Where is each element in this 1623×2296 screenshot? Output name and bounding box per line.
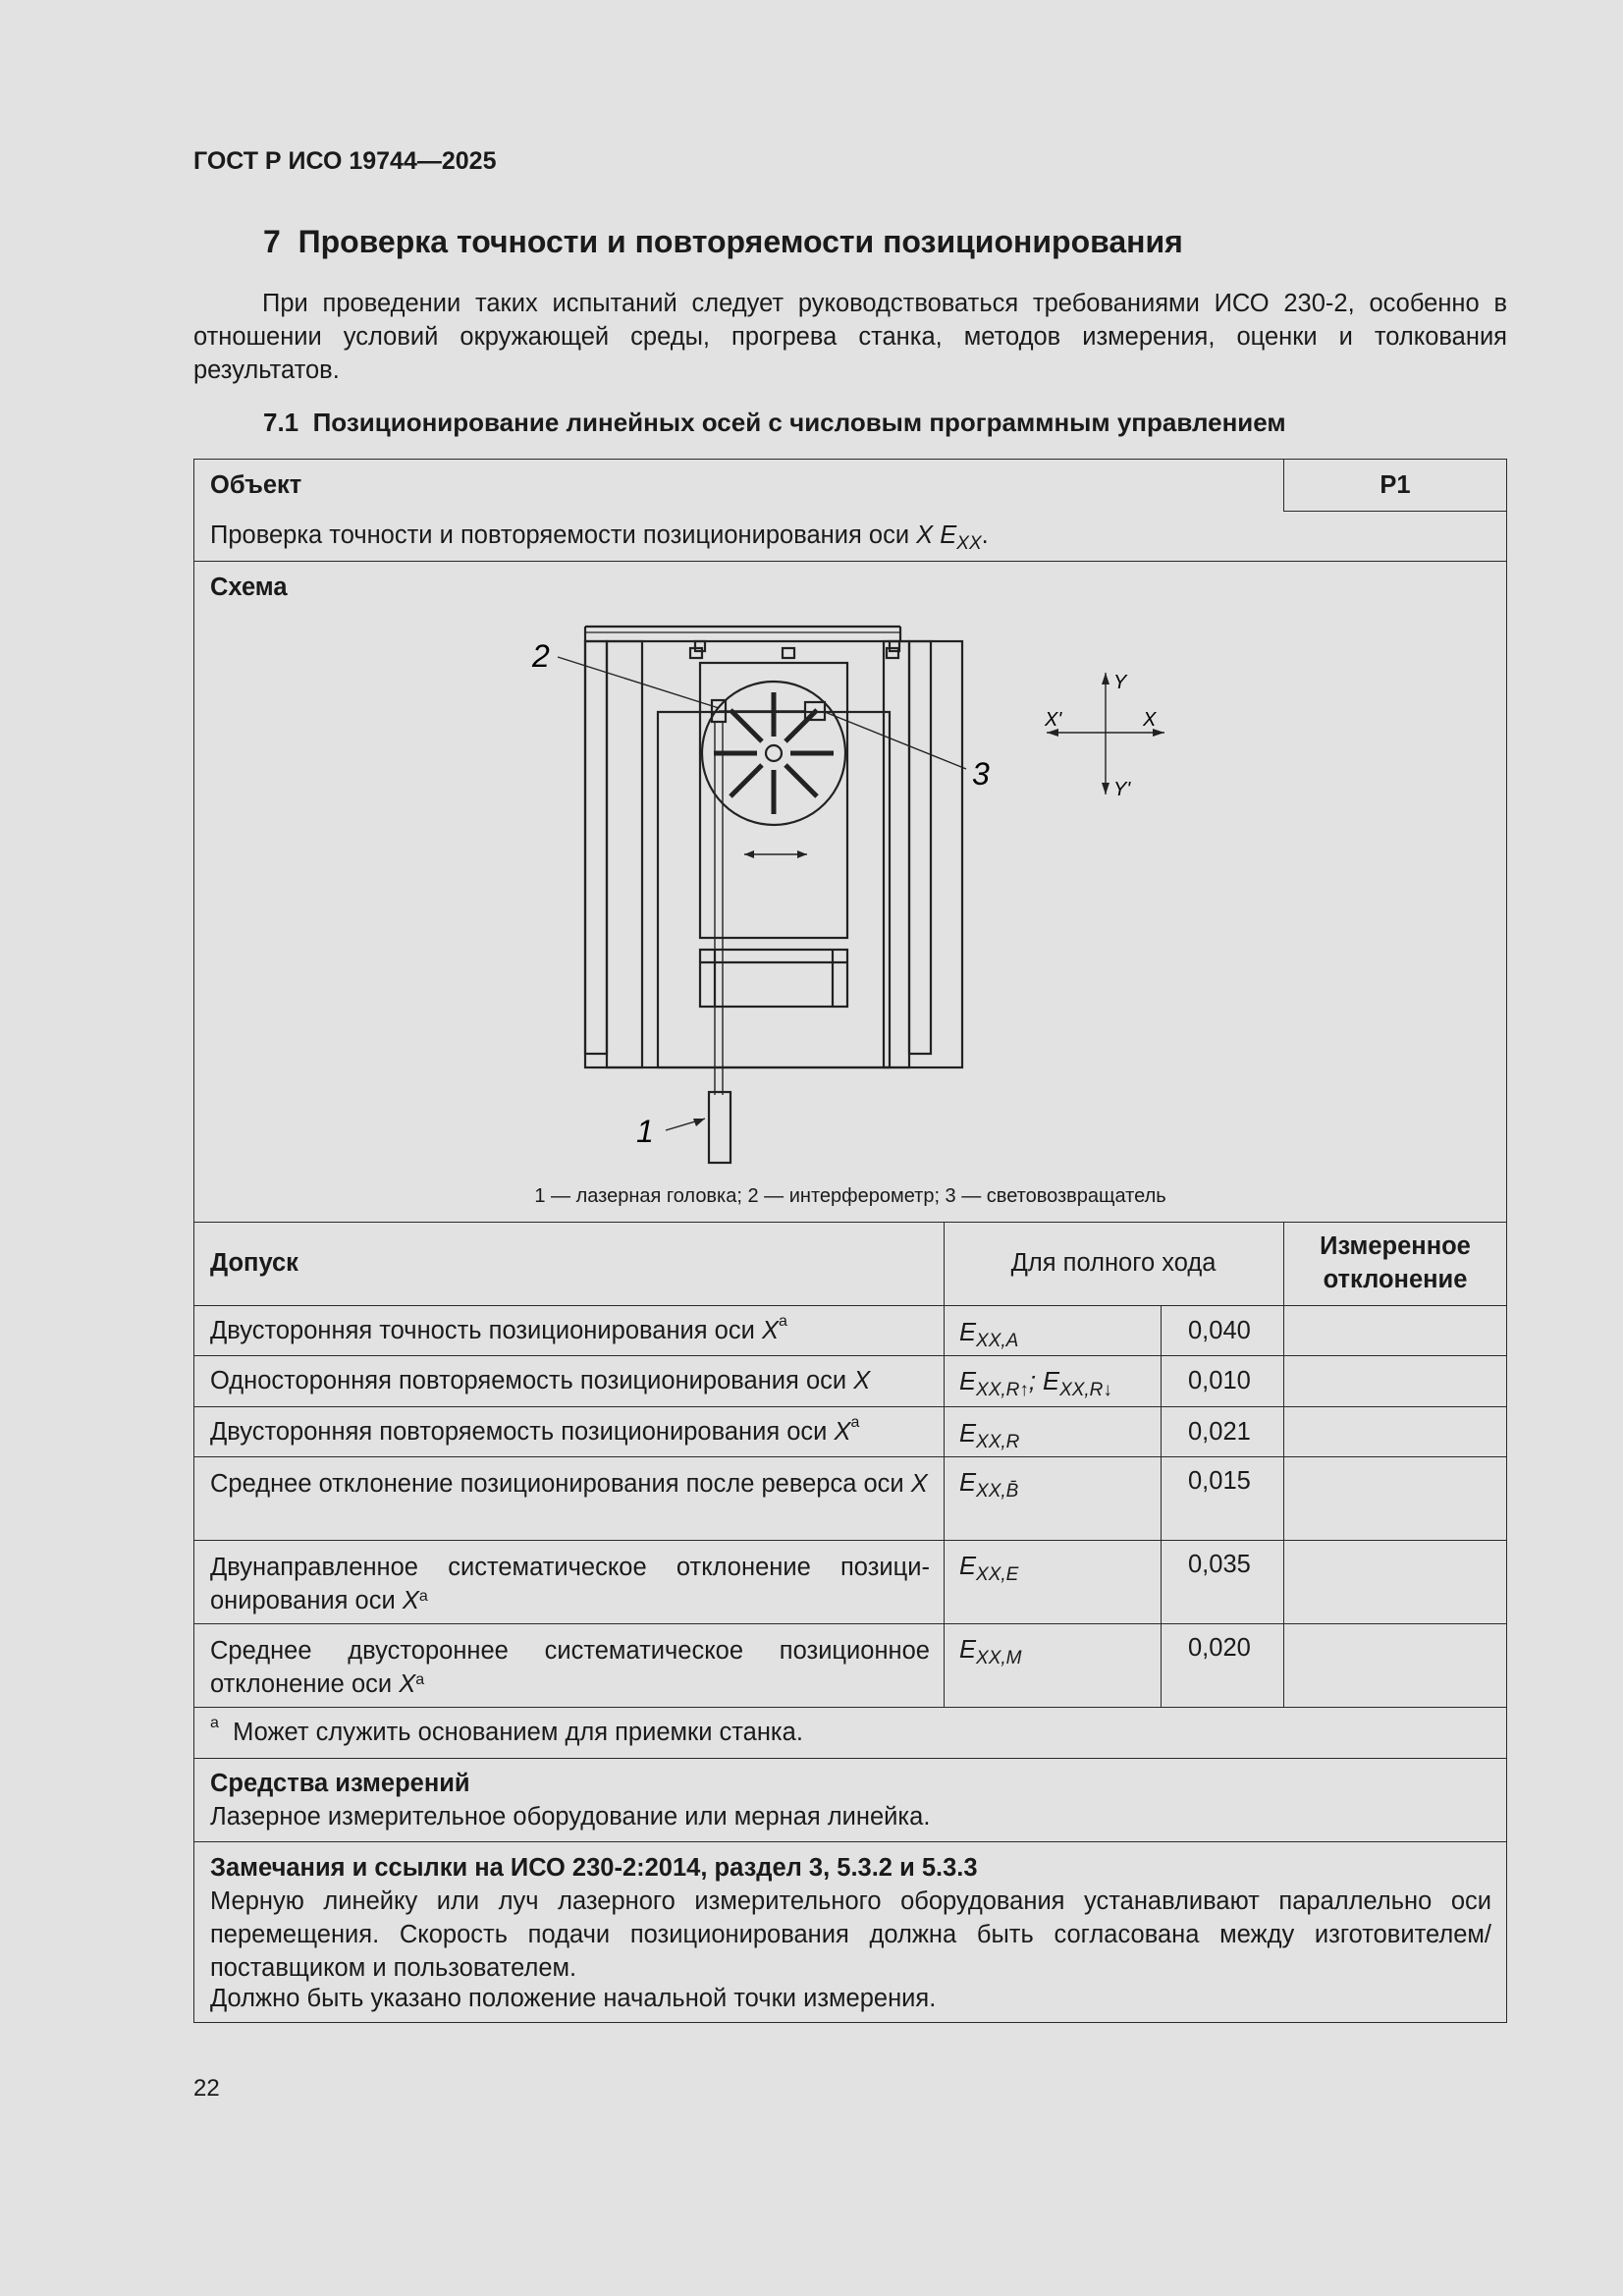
row-footnote-mark: a: [850, 1414, 860, 1431]
diagram-label-2: 2: [532, 638, 550, 674]
test-code: P1: [1380, 471, 1411, 499]
subsection-title-text: Позиционирование линейных осей с числовым программным управлением: [312, 408, 1286, 437]
row-axis: X: [910, 1470, 928, 1498]
row-text: Двунаправленное систематическое отклонение позиционирования оси: [210, 1554, 930, 1614]
symbol-subscript: XX,A: [976, 1331, 1019, 1352]
symbol: E: [1043, 1368, 1060, 1395]
footnote-text: Может служить основанием для приемки станка.: [233, 1719, 803, 1746]
row-line: [193, 1841, 1507, 1842]
row-line: [193, 1707, 1507, 1708]
symbol-subscript: XX,R↑: [976, 1380, 1029, 1401]
diagram-caption: 1 — лазерная головка; 2 — интерферометр; 3 — световозвращатель: [534, 1185, 1166, 1207]
tolerance-symbol: $E_{XX,R↑}$; $E_{XX,R↓}$: [959, 1368, 1112, 1401]
tolerance-symbol: [959, 1319, 1018, 1352]
remarks-label: Замечания и ссылки на ИСО 230-2:2014, раздел 3, 5.3.2 и 5.3.3: [210, 1854, 978, 1882]
object-text: Проверка точности и повторяемости позиционирования оси: [210, 521, 910, 549]
intro-text: При проведении таких испытаний следует руководствоваться требованиями ИСО 230-2, особенно в отношении условий окружающей среды, прогрева станка, методов измерения, оценки и толкования результатов.: [193, 290, 1507, 384]
column-line: [1283, 1222, 1284, 1707]
page-number: 22: [193, 2075, 220, 2102]
tolerance-value: 0,020: [1188, 1634, 1251, 1662]
symbol-subscript: XX,M: [976, 1648, 1022, 1669]
tolerance-row-text: [210, 1313, 787, 1345]
intro-paragraph: [193, 287, 1507, 387]
section-number: 7: [263, 224, 281, 259]
remarks-text-1: Мерную линейку или луч лазерного измерительного оборудования устанавливают параллельно оси перемещения. Скорость подачи позиционирования должна быть согласована между изготовителем/ поставщиком и пользователем.: [210, 1887, 1491, 1982]
footnote-mark: a: [210, 1715, 219, 1731]
tolerance-symbol: [959, 1636, 1021, 1669]
symbol: E: [959, 1553, 977, 1580]
tolerance-row-text: [210, 1551, 930, 1617]
document-header: ГОСТ Р ИСО 19744—2025: [193, 147, 497, 175]
schema-label: Схема: [210, 574, 288, 601]
tolerance-symbol: [959, 1420, 1019, 1453]
row-line: [193, 561, 1507, 562]
object-axis: X: [916, 521, 934, 549]
diagram-label-1: 1: [636, 1114, 654, 1149]
axis-y-label: Y: [1113, 672, 1127, 693]
symbol-subscript: XX,R↓: [1059, 1380, 1112, 1401]
row-line: [193, 1355, 1507, 1356]
object-label: Объект: [210, 471, 302, 499]
symbol-subscript: XX,B̄: [976, 1481, 1019, 1503]
axis-x-label: X: [1143, 709, 1157, 731]
tolerance-row-text: [210, 1634, 930, 1701]
table-footnote: [210, 1715, 803, 1747]
laser-measurement-diagram: [511, 604, 1237, 1174]
row-axis: X: [853, 1367, 871, 1394]
row-line: [193, 1456, 1507, 1457]
tolerance-value: 0,010: [1188, 1367, 1251, 1394]
tolerance-value: 0,040: [1188, 1317, 1251, 1344]
row-axis: X: [761, 1317, 779, 1344]
section-title-text: Проверка точности и повторяемости позиционирования: [298, 224, 1183, 259]
column-line: [1161, 1305, 1162, 1707]
row-line: [193, 1623, 1507, 1624]
symbol-subscript: XX,E: [976, 1564, 1019, 1586]
row-footnote-mark: a: [778, 1313, 787, 1330]
instruments-label: Средства измерений: [210, 1770, 470, 1797]
tolerance-value: 0,015: [1188, 1467, 1251, 1495]
symbol: E: [959, 1420, 977, 1448]
row-axis: X: [399, 1670, 416, 1698]
measured-label-2: отклонение: [1323, 1266, 1468, 1293]
row-line: [193, 1540, 1507, 1541]
row-line: [193, 1305, 1507, 1306]
row-text: Односторонняя повторяемость позиционирования оси: [210, 1367, 847, 1394]
subsection-title: [263, 408, 1286, 438]
diagram-label-3: 3: [972, 756, 990, 792]
object-symbol-sub: XX: [956, 533, 982, 555]
row-line: [193, 1222, 1507, 1223]
row-axis: X: [402, 1587, 419, 1614]
symbol: E: [959, 1636, 977, 1664]
tolerance-row-text: [210, 1467, 930, 1501]
row-footnote-mark: a: [415, 1671, 425, 1688]
row-axis: X: [834, 1418, 851, 1446]
tolerance-row-text: [210, 1367, 870, 1395]
tolerance-symbol: [959, 1469, 1018, 1503]
full-stroke-label: Для полного хода: [1010, 1249, 1217, 1277]
code-cell-bottom-line: [1283, 511, 1507, 512]
axis-y-neg-label: Y': [1113, 779, 1131, 800]
tolerance-symbol: [959, 1553, 1018, 1586]
laser-head: [709, 1092, 730, 1163]
tolerance-label: Допуск: [210, 1249, 298, 1277]
tolerance-row-text: [210, 1414, 860, 1447]
symbol-subscript: XX,R: [976, 1432, 1020, 1453]
row-text: Среднее двустороннее систематическое позиционное отклонение оси: [210, 1637, 930, 1698]
remarks-text-2: Должно быть указано положение начальной точки измерения.: [210, 1985, 937, 2012]
row-text: Двусторонняя точность позиционирования оси: [210, 1317, 755, 1344]
column-line: [944, 1222, 945, 1707]
row-line: [193, 1406, 1507, 1407]
tolerance-value: 0,021: [1188, 1418, 1251, 1446]
tolerance-value: 0,035: [1188, 1551, 1251, 1578]
row-text: Среднее отклонение позиционирования после реверса оси: [210, 1470, 904, 1498]
measured-label-1: Измеренное: [1320, 1232, 1471, 1260]
row-line: [193, 1758, 1507, 1759]
row-text: Двусторонняя повторяемость позиционирования оси: [210, 1418, 828, 1446]
symbol: E: [959, 1368, 977, 1395]
axis-x-neg-label: X': [1045, 709, 1062, 731]
object-description: Проверка точности и повторяемости позиционирования оси X $E_{XX}$.: [210, 521, 989, 555]
subsection-number: 7.1: [263, 408, 299, 437]
symbol: E: [959, 1319, 977, 1346]
section-title: [263, 224, 1183, 260]
symbol: E: [959, 1469, 977, 1497]
instruments-text: Лазерное измерительное оборудование или мерная линейка.: [210, 1803, 931, 1831]
row-footnote-mark: a: [418, 1588, 428, 1605]
object-symbol: E: [940, 521, 957, 549]
